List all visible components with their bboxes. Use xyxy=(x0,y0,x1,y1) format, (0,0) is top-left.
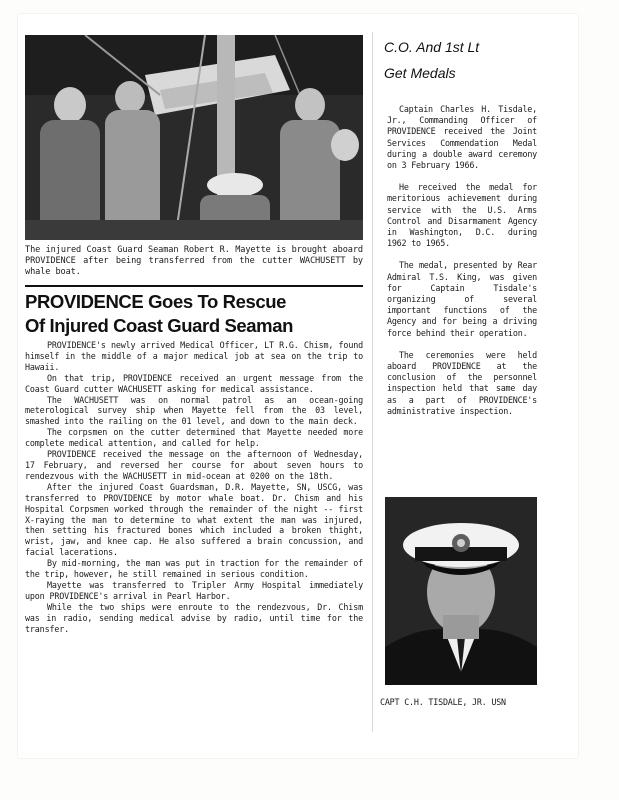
sidebar-headline-line-1: C.O. And 1st Lt xyxy=(384,39,480,55)
captain-portrait xyxy=(385,497,537,685)
article-paragraph: On that trip, PROVIDENCE received an urgent message from the Coast Guard cutter WACHUSETT asking for medical assistance. xyxy=(25,372,363,394)
article-body xyxy=(25,340,363,634)
headline-line-2: Of Injured Coast Guard Seaman xyxy=(25,315,294,336)
article-headline xyxy=(25,290,363,338)
article-paragraph: The corpsmen on the cutter determined that Mayette needed more complete medical attention, and called for help. xyxy=(25,427,363,449)
article-paragraph: The WACHUSETT was on normal patrol as an ocean-going meterological survey ship when Mayette fell from the 03 level, smashed into the railing on the 01 level, and down to the main deck. xyxy=(25,394,363,427)
sidebar-paragraph: He received the medal for meritorious achievement during service with the U.S. Arms Control and Disarmament Agency in Washington, D.C. during 1962 to 1965. xyxy=(387,182,537,249)
headline-line-1: PROVIDENCE Goes To Rescue xyxy=(25,291,287,312)
sidebar-headline xyxy=(384,34,534,86)
article-paragraph: By mid-morning, the man was put in traction for the remainder of the trip, however, he still remained in serious condition. xyxy=(25,558,363,580)
article-paragraph: After the injured Coast Guardsman, D.R. Mayette, SN, USCG, was transferred to PROVIDENCE by motor whale boat. Dr. Chism and his Hospital Corpsmen worked through the remainder of the night -- first X-raying the man to determine to what extent the man was injured, then setting his fractured bones which included a broken thight, wrist, jaw, and knee cap. He also suffered a brain concussion, and facial lacerations. xyxy=(25,481,363,558)
sidebar-headline-line-2: Get Medals xyxy=(384,65,456,81)
portrait-caption: CAPT C.H. TISDALE, JR. USN xyxy=(380,697,506,707)
article-paragraph: While the two ships were enroute to the rendezvous, Dr. Chism was in radio, sending medical advise by radio, until time for the transfer. xyxy=(25,601,363,634)
article-paragraph: Mayette was transferred to Tripler Army Hospital immediately upon PROVIDENCE's arrival in Pearl Harbor. xyxy=(25,579,363,601)
section-divider xyxy=(25,285,363,287)
article-paragraph: PROVIDENCE received the message on the afternoon of Wednesday, 17 February, and reversed her course for about seven hours to rendezvous with the WACHUSETT in mid-ocean at 0200 on the 18th. xyxy=(25,449,363,481)
article-paragraph: PROVIDENCE's newly arrived Medical Officer, LT R.G. Chism, found himself in the middle of a major medical job at sea on the trip to Hawaii. xyxy=(25,340,363,372)
photo-caption: The injured Coast Guard Seaman Robert R. Mayette is brought aboard PROVIDENCE after being transferred from the cutter WACHUSETT by whale boat. xyxy=(25,245,363,277)
sidebar-paragraph: Captain Charles H. Tisdale, Jr., Commanding Officer of PROVIDENCE received the Joint Services Commendation Medal during a double award ceremony on 3 February 1966. xyxy=(387,104,537,171)
rescue-photo xyxy=(25,35,363,240)
column-divider xyxy=(372,32,373,732)
sidebar-paragraph: The medal, presented by Rear Admiral T.S. King, was given for Captain Tisdale's organizing of several important functions of the Agency and for being a driving force behind their operation. xyxy=(387,260,537,338)
sidebar-paragraph: The ceremonies were held aboard PROVIDENCE at the conclusion of the personnel inspection held that same day as a part of PROVIDENCE's administrative inspection. xyxy=(387,349,537,416)
sidebar-body xyxy=(387,104,537,428)
